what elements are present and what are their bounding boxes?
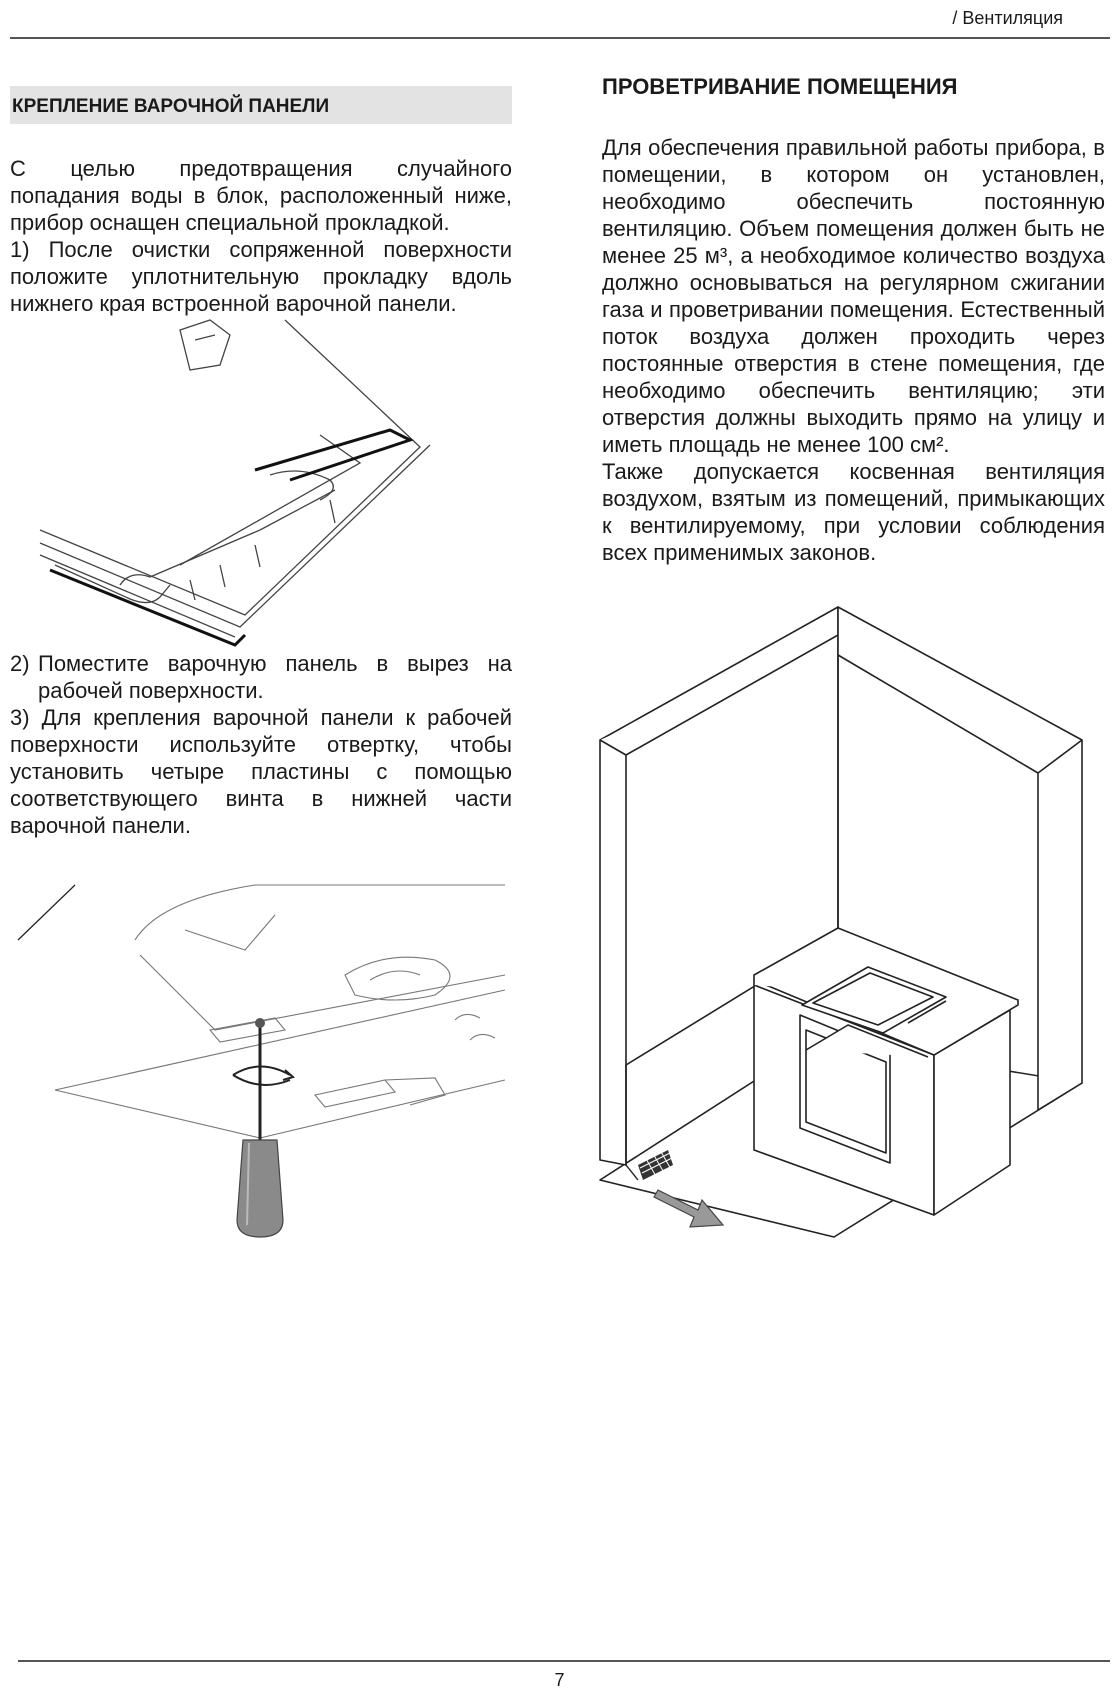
ventilation-text-block (602, 134, 1105, 566)
section-heading-room-ventilation: ПРОВЕТРИВАНИЕ ПОМЕЩЕНИЯ (602, 74, 958, 99)
footer-divider (18, 1660, 1110, 1662)
gasket-illustration (30, 315, 450, 620)
section-heading-hob-fixing: КРЕПЛЕНИЕ ВАРОЧНОЙ ПАНЕЛИ (12, 96, 330, 117)
step-2 (10, 650, 512, 704)
intro-paragraph: С целью предотвращения случайного попадания воды в блок, расположенный ниже, прибор оснащен специальной прокладкой. (10, 156, 512, 235)
section-header-label: / Вентиляция (952, 8, 1063, 28)
step-1-paragraph: 1) После очистки сопряженной поверхности положите уплотнительную прокладку вдоль нижнего края встроенной варочной панели. (10, 237, 512, 316)
hob-fixing-intro-block (10, 155, 512, 317)
section-heading-bar (10, 86, 512, 124)
screwdriver-illustration (15, 880, 505, 1240)
header-divider (10, 37, 1110, 39)
room-ventilation-illustration (598, 605, 1083, 1245)
step-2-number: 2) (10, 651, 30, 676)
ventilation-paragraph-1: Для обеспечения правильной работы прибора, в помещении, в котором он установлен, необходимо обеспечить постоянную вентиляцию. Объем помещения должен быть не менее 25 м³, а необходимое количество воздуха должно основываться на регулярном сжигании газа и проветривании помещения. Естественный поток воздуха должен проходить через постоянные отверстия в стене помещения, где необходимо обеспечить вентиляцию; эти отверстия должны выходить прямо на улицу и иметь площадь не менее 100 см². (602, 135, 1105, 457)
step-3-paragraph: 3) Для крепления варочной панели к рабочей поверхности используйте отвертку, чтобы установить четыре пластины с помощью соответствующего винта в нижней части варочной панели. (10, 705, 512, 838)
hob-fixing-steps-block (10, 650, 512, 839)
page-number: 7 (554, 1670, 565, 1690)
ventilation-paragraph-2: Также допускается косвенная вентиляция воздухом, взятым из помещений, примыкающих к вентилируемому, при условии соблюдения всех применимых законов. (602, 459, 1105, 565)
step-2-text: Поместите варочную панель в вырез на рабочей поверхности. (38, 651, 512, 703)
